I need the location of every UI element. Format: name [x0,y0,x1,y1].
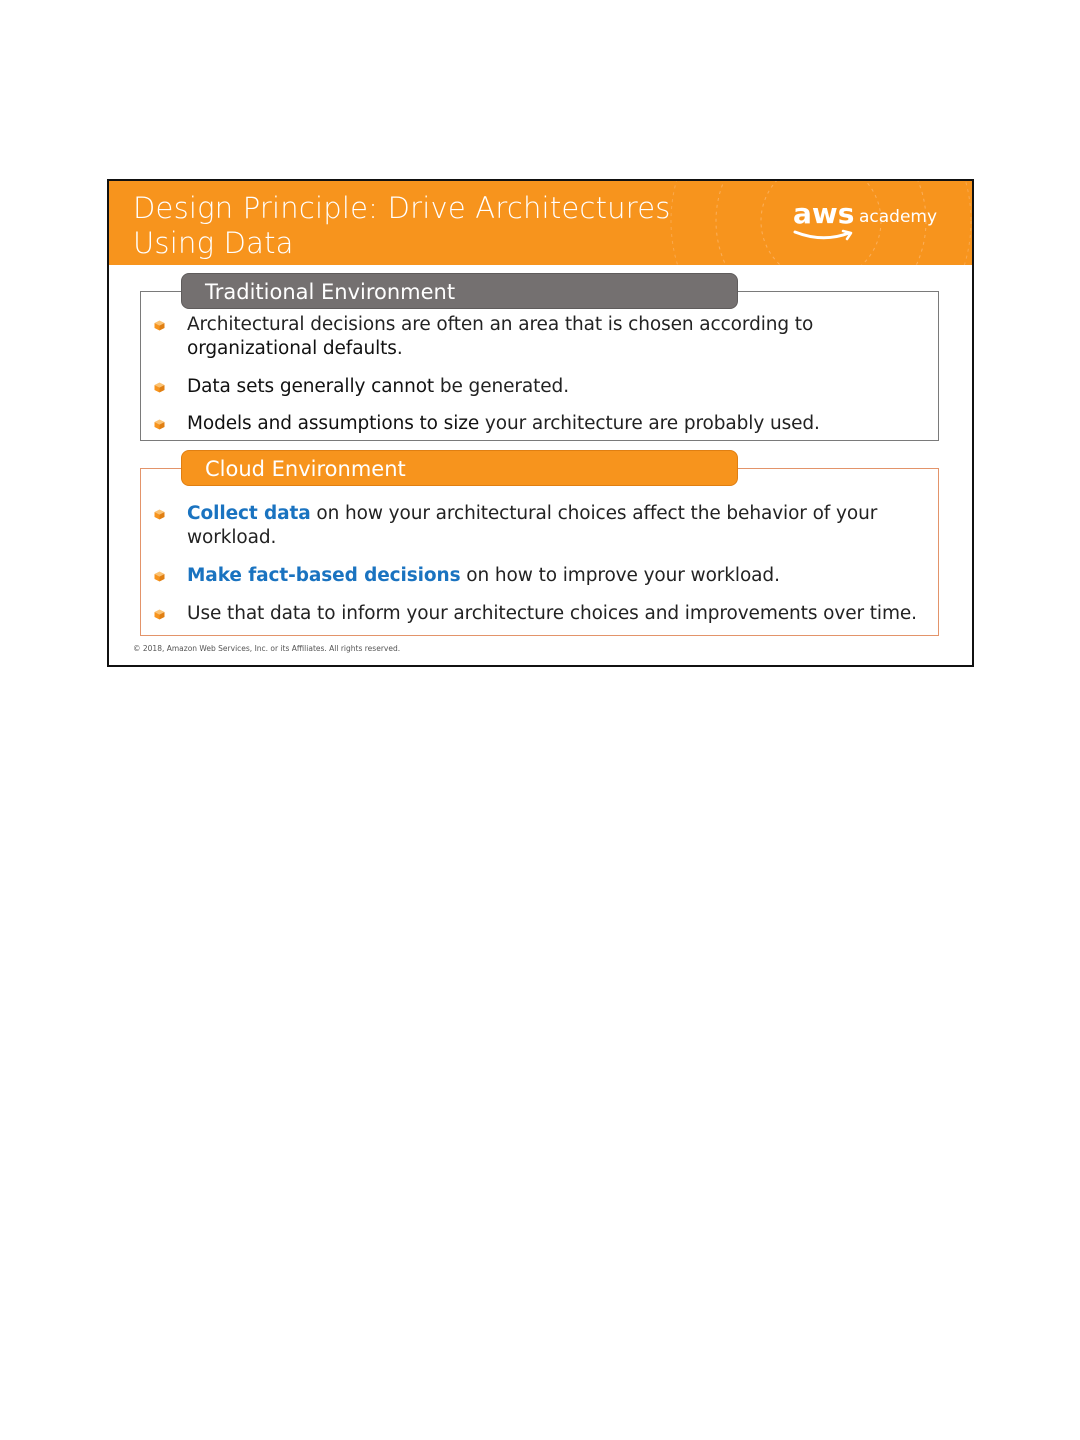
bullet-text-rest: on how to improve your workload. [460,565,780,586]
list-item [154,602,934,628]
list-item [154,502,934,552]
cube-icon [154,320,165,331]
list-item [154,412,934,438]
bullet-text: Use that data to inform your architecture choices and improvements over time. [187,603,917,624]
slide-title [133,191,753,261]
highlight-phrase: Collect data [187,503,311,524]
traditional-environment-label: Traditional Environment [181,273,738,309]
bullet-text-end: be generated. [434,376,569,397]
list-item [154,313,934,363]
bullet-text-end: your architecture are probably used. [479,413,820,434]
title-line-1: Design Principle: Drive Architectures [133,191,671,225]
cloud-environment-label: Cloud Environment [181,450,738,486]
title-line-2: Using Data [133,226,294,260]
bullet-text [187,375,937,399]
cube-icon [154,609,165,620]
bullet-line-1 [187,502,937,526]
logo-aws-text: aws [793,197,855,230]
aws-academy-logo [793,197,953,253]
cube-icon [154,382,165,393]
logo-academy-text: academy [859,207,938,227]
bullet-text [187,564,937,588]
bullet-text [187,502,937,550]
bold-phrase: organizational defaults [187,338,397,359]
bullet-line-1: Architectural decisions are often an area that is chosen according to [187,314,814,335]
bullet-text-rest: on how your architectural choices affect the behavior of your [310,503,878,524]
bullet-text-end: . [396,338,403,359]
cube-icon [154,571,165,582]
bold-phrase: Models and assumptions to size [187,413,480,434]
slide [107,179,974,667]
bullet-text [187,412,937,436]
cube-icon [154,419,165,430]
highlight-phrase: Make fact-based decisions [187,565,461,586]
list-item [154,375,934,401]
cube-icon [154,509,165,520]
slide-header [109,181,972,265]
smile-arrow-icon [793,229,857,243]
bold-phrase: Data sets generally cannot [187,376,435,397]
list-item [154,564,934,590]
copyright-notice: © 2018, Amazon Web Services, Inc. or its Affiliates. All rights reserved. [133,644,401,653]
bullet-line-2 [187,337,937,361]
bullet-line-2: workload. [187,527,277,548]
bullet-text [187,313,937,361]
